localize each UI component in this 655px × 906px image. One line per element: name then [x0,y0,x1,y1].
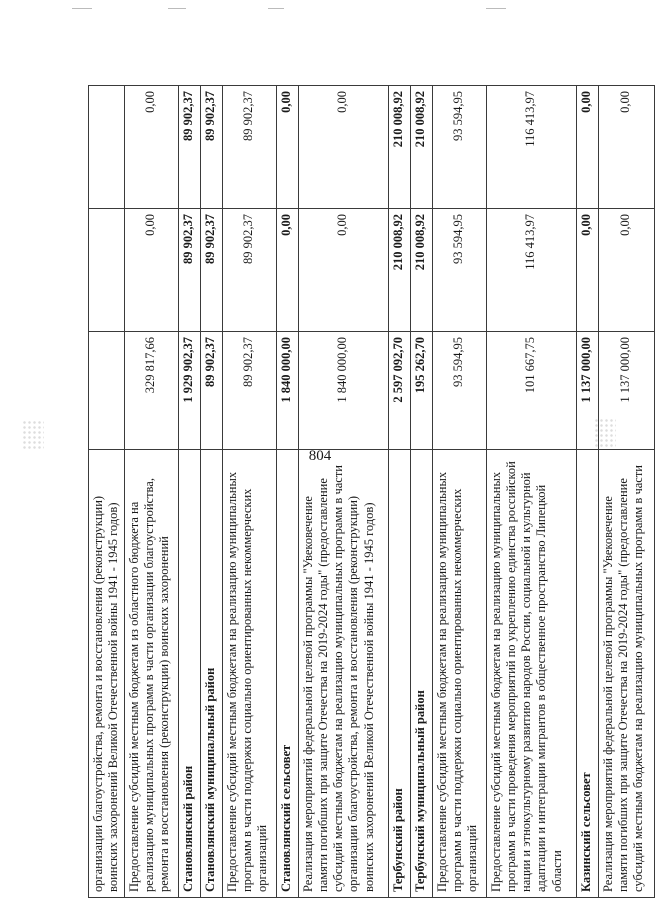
value-2021-cell: 195 262,70 [410,332,432,450]
row-name-cell: Реализация мероприятий федеральной целевой программы "Увековечение памяти погибших при защите Отечества на 2019-2024 годы" (предоставление субсидий местным бюджетам на реализацию муниципальных программ в части [598,450,654,898]
table-row [276,86,298,898]
value-2023-cell: 0,00 [276,86,298,209]
value-2023-cell: 0,00 [298,86,388,209]
value-2021-cell: 2 597 092,70 [388,332,410,450]
row-name-cell: Реализация мероприятий федеральной целевой программы "Увековечение памяти погибших при защите Отечества на 2019-2024 годы" (предоставление субсидий местным бюджетам на реализацию муниципальных программ в части организации благоустройства, ремонта и восстановления (реконструкции) воинских захоронений Великой Отечественной войны 1941 - 1945 годов) [298,450,388,898]
page-number: 804 [308,448,332,464]
value-2022-cell: 89 902,37 [200,209,222,332]
value-2023-cell: 89 902,37 [178,86,200,209]
value-2023-cell: 0,00 [124,86,178,209]
value-2022-cell [89,209,125,332]
row-name-cell: Становлянский муниципальный район [200,450,222,898]
value-2021-cell: 101 667,75 [486,332,576,450]
row-name-cell: Тербунский район [388,450,410,898]
table-row [432,86,486,898]
table-row [124,86,178,898]
value-2021-cell [89,332,125,450]
value-2023-cell: 116 413,97 [486,86,576,209]
row-name-cell: Казинский сельсовет [576,450,598,898]
value-2023-cell: 0,00 [576,86,598,209]
value-2022-cell: 0,00 [576,209,598,332]
table-row [598,86,654,898]
table-row [388,86,410,898]
value-2021-cell: 89 902,37 [222,332,276,450]
row-name-cell: Предоставление субсидий местным бюджетам на реализацию муниципальных программ в части проведения мероприятий по укреплению единства российской нации и этнокультурному развитию народов России, социальной и культурной адаптации и интеграции мигрантов в общественное пространство Липецкой области [486,450,576,898]
table-row [178,86,200,898]
value-2021-cell: 1 137 000,00 [576,332,598,450]
value-2022-cell: 210 008,92 [410,209,432,332]
value-2022-cell: 89 902,37 [222,209,276,332]
table-row [576,86,598,898]
row-name-cell: Становлянский сельсовет [276,450,298,898]
value-2021-cell: 93 594,95 [432,332,486,450]
value-2023-cell [89,86,125,209]
value-2021-cell: 1 840 000,00 [298,332,388,450]
table-row [89,86,125,898]
row-name-cell: Становлянский район [178,450,200,898]
value-2023-cell: 89 902,37 [200,86,222,209]
row-name-cell: Предоставление субсидий местным бюджетам на реализацию муниципальных программ в части поддержки социально ориентированных некоммерческих организаций [222,450,276,898]
budget-table [88,85,655,898]
row-name-cell: Тербунский муниципальный район [410,450,432,898]
value-2021-cell: 1 137 000,00 [598,332,654,450]
value-2023-cell: 210 008,92 [410,86,432,209]
value-2021-cell: 1 929 902,37 [178,332,200,450]
value-2022-cell: 93 594,95 [432,209,486,332]
value-2023-cell: 89 902,37 [222,86,276,209]
table-row [222,86,276,898]
table-row [410,86,432,898]
table-row [298,86,388,898]
row-name-cell: Предоставление субсидий местным бюджетам из областного бюджета на реализацию муниципальных программ в части организации благоустройства, ремонта и восстановления (реконструкции) воинских захоронений [124,450,178,898]
value-2022-cell: 89 902,37 [178,209,200,332]
value-2021-cell: 1 840 000,00 [276,332,298,450]
table-row [486,86,576,898]
value-2023-cell: 210 008,92 [388,86,410,209]
row-name-cell: организации благоустройства, ремонта и восстановления (реконструкции) воинских захоронений Великой Отечественной войны 1941 - 1945 годов) [89,450,125,898]
value-2022-cell: 0,00 [276,209,298,332]
row-name-cell: Предоставление субсидий местным бюджетам на реализацию муниципальных программ в части поддержки социально ориентированных некоммерческих организаций [432,450,486,898]
value-2022-cell: 0,00 [598,209,654,332]
value-2022-cell: 0,00 [298,209,388,332]
value-2021-cell: 89 902,37 [200,332,222,450]
table-row [200,86,222,898]
value-2023-cell: 0,00 [598,86,654,209]
budget-table-body [89,86,655,898]
value-2022-cell: 210 008,92 [388,209,410,332]
value-2023-cell: 93 594,95 [432,86,486,209]
value-2022-cell: 0,00 [124,209,178,332]
value-2022-cell: 116 413,97 [486,209,576,332]
value-2021-cell: 329 817,66 [124,332,178,450]
